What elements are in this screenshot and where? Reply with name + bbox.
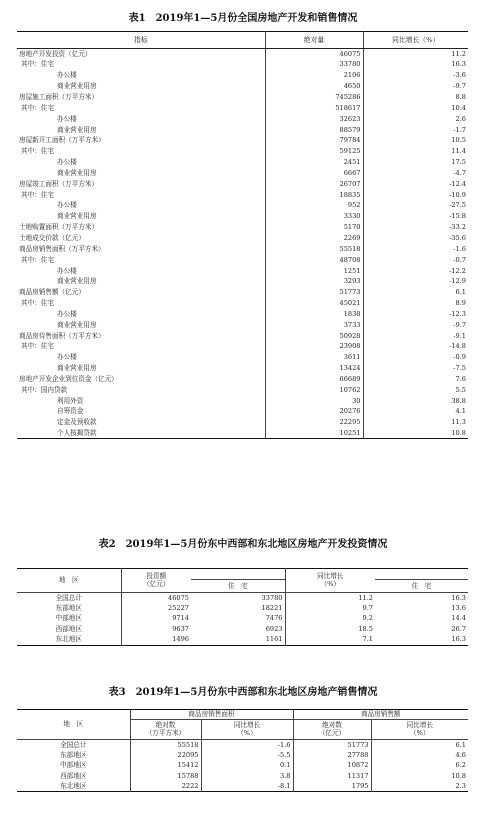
table-row — [17, 406, 468, 417]
row-label: 办公楼 — [57, 158, 77, 167]
row-growth: -9.7 — [453, 82, 466, 91]
table-row — [17, 417, 468, 428]
table-row — [17, 92, 468, 103]
row-growth: -27.5 — [449, 201, 466, 210]
row-label: 其中：住宅 — [21, 103, 54, 112]
row-value: 6667 — [265, 168, 363, 179]
table-row — [17, 233, 468, 244]
row-label: 办公楼 — [57, 114, 77, 123]
table-row — [17, 603, 468, 614]
table-row — [17, 114, 468, 125]
row-growth: -15.8 — [449, 212, 466, 221]
row-growth: -0.9 — [453, 353, 466, 362]
table-row — [17, 49, 468, 60]
row-growth: 10.8 — [451, 428, 466, 437]
row-label: 办公楼 — [57, 201, 77, 210]
table-row — [17, 146, 468, 157]
table-row — [17, 222, 468, 233]
table-row — [17, 211, 468, 222]
row-growth: -12.4 — [449, 179, 466, 188]
row-label: 商品房待售面积（万平方米） — [19, 331, 105, 340]
table-row — [17, 593, 468, 604]
sales-growth-cell: 10.8 — [371, 771, 468, 781]
table-row — [17, 124, 468, 135]
table3-header-area-growth: 同比增长 （%） — [201, 720, 293, 740]
row-label: 其中：住宅 — [21, 299, 54, 308]
row-growth: 5.5 — [455, 385, 466, 394]
table-row — [17, 168, 468, 179]
sales-growth-cell: 4.6 — [371, 750, 468, 760]
row-label: 利用外资 — [57, 396, 84, 405]
row-value: 55518 — [265, 244, 363, 255]
row-value: 10251 — [265, 428, 363, 439]
table-row — [17, 265, 468, 276]
row-growth: -9.7 — [453, 320, 466, 329]
row-value: 46075 — [265, 49, 363, 60]
row-growth: -3.6 — [453, 71, 466, 80]
area-abs-cell: 15788 — [130, 771, 201, 781]
row-label: 其中：住宅 — [21, 255, 54, 264]
table3-header-area-abs: 绝对数 （万平方米） — [130, 720, 201, 740]
row-value: 32623 — [265, 114, 363, 125]
table-row — [17, 244, 468, 255]
residential-cell: 6923 — [265, 624, 283, 633]
row-value: 952 — [265, 200, 363, 211]
row-growth: -12.9 — [449, 277, 466, 286]
table-row — [17, 200, 468, 211]
table-row — [17, 428, 468, 439]
table1-header-indicator: 指标 — [17, 32, 265, 49]
row-label: 房地产开发投资（亿元） — [19, 49, 92, 58]
row-value: 23908 — [265, 341, 363, 352]
table2-header-blank2 — [375, 569, 468, 580]
row-growth: -9.1 — [453, 331, 466, 340]
row-growth: 11.2 — [451, 49, 466, 58]
row-value: 30 — [265, 396, 363, 407]
row-value: 79784 — [265, 135, 363, 146]
area-growth-cell: 0.1 — [201, 760, 293, 770]
row-value: 88579 — [265, 124, 363, 135]
row-growth: 16.3 — [451, 60, 466, 69]
row-value: 18835 — [265, 189, 363, 200]
table2-header-residential: 住 宅 — [191, 580, 285, 593]
table-row — [17, 103, 468, 114]
investment-cell: 9714 — [121, 614, 191, 625]
table3-header-sales-abs: 绝对数 （亿元） — [293, 720, 371, 740]
row-value: 50928 — [265, 330, 363, 341]
row-label: 其中：国内贷款 — [21, 385, 68, 394]
row-value: 3733 — [265, 320, 363, 331]
row-label: 房地产开发企业到位资金（亿元） — [19, 374, 118, 383]
table2-header-growth-residential: 住 宅 — [375, 580, 468, 593]
row-growth: 11.3 — [451, 418, 466, 427]
region-cell: 中部地区 — [55, 614, 82, 623]
row-value: 2269 — [265, 233, 363, 244]
row-value: 3611 — [265, 352, 363, 363]
row-growth: 10.5 — [451, 136, 466, 145]
growth-cell: 9.2 — [285, 614, 375, 625]
residential-cell: 7476 — [265, 614, 283, 623]
table-row — [17, 59, 468, 70]
table-row — [17, 341, 468, 352]
row-growth: -33.2 — [449, 223, 466, 232]
table1-header-value: 绝对量 — [265, 32, 363, 49]
sales-abs-cell: 1795 — [293, 781, 371, 791]
row-growth: -14.8 — [449, 342, 466, 351]
table-row — [17, 157, 468, 168]
region-cell: 全国总计 — [60, 740, 87, 749]
table-row — [17, 614, 468, 625]
area-growth-cell: -1.6 — [201, 740, 293, 750]
row-value: 51773 — [265, 287, 363, 298]
table3-body — [17, 740, 468, 791]
row-growth: -35.6 — [449, 233, 466, 242]
area-abs-cell: 2222 — [130, 781, 201, 791]
residential-cell: 18221 — [261, 603, 283, 612]
row-value: 45021 — [265, 298, 363, 309]
row-label: 商品房销售面积（万平方米） — [19, 244, 105, 253]
table-row — [17, 781, 468, 791]
row-growth: 17.5 — [451, 158, 466, 167]
row-value: 3330 — [265, 211, 363, 222]
table3-header-area-group: 商品房销售面积 — [130, 710, 293, 720]
row-growth: -10.9 — [449, 190, 466, 199]
row-value: 2451 — [265, 157, 363, 168]
row-label: 房屋竣工面积（万平方米） — [19, 179, 99, 188]
table-row — [17, 363, 468, 374]
row-label: 商业营业用房 — [57, 125, 97, 134]
row-value: 2106 — [265, 70, 363, 81]
row-growth: -4.7 — [453, 168, 466, 177]
row-value: 1838 — [265, 309, 363, 320]
table-row — [17, 255, 468, 266]
table2-header-region: 地 区 — [17, 569, 121, 593]
growth-cell: 7.1 — [285, 635, 375, 646]
row-value: 20276 — [265, 406, 363, 417]
investment-cell: 9637 — [121, 624, 191, 635]
row-value: 13424 — [265, 363, 363, 374]
table-row — [17, 81, 468, 92]
growth-cell: 11.2 — [285, 593, 375, 604]
row-label: 商业营业用房 — [57, 168, 97, 177]
region-cell: 东部地区 — [60, 750, 87, 759]
table-row — [17, 352, 468, 363]
row-value: 59125 — [265, 146, 363, 157]
table-row — [17, 330, 468, 341]
sales-abs-cell: 51773 — [293, 740, 371, 750]
growth-residential-cell: 26.7 — [451, 624, 466, 633]
area-growth-cell: -5.5 — [201, 750, 293, 760]
table1-header-growth: 同比增长（%） — [363, 32, 468, 49]
table-row — [17, 740, 468, 750]
table-row — [17, 298, 468, 309]
row-value: 10762 — [265, 385, 363, 396]
table-row — [17, 189, 468, 200]
investment-cell: 25227 — [121, 603, 191, 614]
area-abs-cell: 22095 — [130, 750, 201, 760]
row-growth: 4.1 — [455, 407, 466, 416]
row-value: 48708 — [265, 255, 363, 266]
row-label: 办公楼 — [57, 309, 77, 318]
row-label: 土地购置面积（万平方米） — [19, 223, 99, 232]
region-cell: 东北地区 — [55, 635, 82, 644]
row-label: 房屋新开工面积（万平方米） — [19, 136, 105, 145]
row-growth: 10.4 — [451, 103, 466, 112]
row-value: 1251 — [265, 265, 363, 276]
row-label: 自筹资金 — [57, 407, 84, 416]
growth-cell: 18.5 — [285, 624, 375, 635]
table-row — [17, 374, 468, 385]
table-row — [17, 287, 468, 298]
table2 — [17, 568, 468, 646]
table-row — [17, 396, 468, 407]
table2-body — [17, 593, 468, 646]
table-row — [17, 624, 468, 635]
table3 — [17, 709, 468, 792]
row-label: 办公楼 — [57, 71, 77, 80]
row-value: 5170 — [265, 222, 363, 233]
row-label: 商品房销售额（亿元） — [19, 288, 85, 297]
table3-header-sales-group: 商品房销售额 — [293, 710, 468, 720]
row-value: 4650 — [265, 81, 363, 92]
row-label: 其中：住宅 — [21, 147, 54, 156]
row-growth: -12.2 — [449, 266, 466, 275]
table-row — [17, 320, 468, 331]
table-row — [17, 309, 468, 320]
row-label: 其中：住宅 — [21, 190, 54, 199]
sales-abs-cell: 27788 — [293, 750, 371, 760]
row-growth: -12.3 — [449, 309, 466, 318]
row-value: 745286 — [265, 92, 363, 103]
investment-cell: 1496 — [121, 635, 191, 646]
table3-title: 表3 2019年1—5月份东中西部和东北地区房地产销售情况 — [108, 687, 378, 698]
growth-residential-cell: 13.6 — [451, 603, 466, 612]
region-cell: 西部地区 — [60, 771, 87, 780]
table-row — [17, 760, 468, 770]
row-label: 其中：住宅 — [21, 342, 54, 351]
table1 — [17, 31, 468, 439]
row-value: 3293 — [265, 276, 363, 287]
table-row — [17, 135, 468, 146]
table2-header-growth: 同比增长 （%） — [285, 569, 375, 593]
area-abs-cell: 55518 — [130, 740, 201, 750]
sales-abs-cell: 10872 — [293, 760, 371, 770]
row-growth: 6.1 — [455, 288, 466, 297]
table-row — [17, 70, 468, 81]
residential-cell: 33780 — [261, 593, 283, 602]
table2-header-blank — [191, 569, 285, 580]
table-row — [17, 385, 468, 396]
growth-residential-cell: 14.4 — [451, 614, 466, 623]
table-row — [17, 750, 468, 760]
row-growth: -1.7 — [453, 125, 466, 134]
growth-residential-cell: 16.3 — [451, 593, 466, 602]
sales-growth-cell: 6.1 — [371, 740, 468, 750]
sales-growth-cell: 6.2 — [371, 760, 468, 770]
table-row — [17, 276, 468, 287]
table2-title: 表2 2019年1—5月份东中西部和东北地区房地产开发投资情况 — [98, 539, 388, 550]
row-growth: -7.5 — [453, 364, 466, 373]
sales-growth-cell: 2.3 — [371, 781, 468, 791]
row-value: 518617 — [265, 103, 363, 114]
investment-cell: 46075 — [121, 593, 191, 604]
row-growth: 11.4 — [451, 147, 466, 156]
row-growth: -1.6 — [453, 244, 466, 253]
row-growth: -0.7 — [453, 255, 466, 264]
table-row — [17, 771, 468, 781]
region-cell: 中部地区 — [60, 761, 87, 770]
growth-residential-cell: 16.3 — [451, 635, 466, 644]
region-cell: 全国总计 — [55, 593, 82, 602]
row-label: 商业营业用房 — [57, 364, 97, 373]
row-label: 土地成交价款（亿元） — [19, 233, 85, 242]
row-value: 33780 — [265, 59, 363, 70]
row-label: 办公楼 — [57, 266, 77, 275]
row-growth: 2.6 — [455, 114, 466, 123]
table3-header-sales-growth: 同比增长 （%） — [371, 720, 468, 740]
row-label: 定金及预收款 — [57, 418, 97, 427]
row-value: 26707 — [265, 179, 363, 190]
table-row — [17, 635, 468, 646]
growth-cell: 9.7 — [285, 603, 375, 614]
residential-cell: 1161 — [265, 635, 283, 644]
row-label: 房屋施工面积（万平方米） — [19, 93, 99, 101]
sales-abs-cell: 11317 — [293, 771, 371, 781]
area-growth-cell: 3.8 — [201, 771, 293, 781]
table1-title: 表1 2019年1—5月份全国房地产开发和销售情况 — [128, 13, 358, 24]
region-cell: 西部地区 — [55, 624, 82, 633]
table3-header-region: 地 区 — [17, 710, 130, 740]
row-label: 商业营业用房 — [57, 320, 97, 329]
row-growth: 7.6 — [455, 374, 466, 383]
row-value: 22295 — [265, 417, 363, 428]
row-growth: 38.8 — [451, 396, 466, 405]
area-abs-cell: 15412 — [130, 760, 201, 770]
table1-body — [17, 49, 468, 439]
row-growth: 8.8 — [455, 93, 466, 101]
row-value: 66689 — [265, 374, 363, 385]
row-label: 办公楼 — [57, 353, 77, 362]
table2-header-investment: 投资额 （亿元） — [121, 569, 191, 593]
area-growth-cell: -8.1 — [201, 781, 293, 791]
region-cell: 东北地区 — [60, 781, 87, 790]
row-growth: 8.9 — [455, 299, 466, 308]
row-label: 个人按揭贷款 — [57, 428, 97, 437]
table-row — [17, 179, 468, 190]
row-label: 商业营业用房 — [57, 82, 97, 91]
row-label: 商业营业用房 — [57, 212, 97, 221]
row-label: 商业营业用房 — [57, 277, 97, 286]
region-cell: 东部地区 — [55, 603, 82, 612]
row-label: 其中：住宅 — [21, 60, 54, 69]
